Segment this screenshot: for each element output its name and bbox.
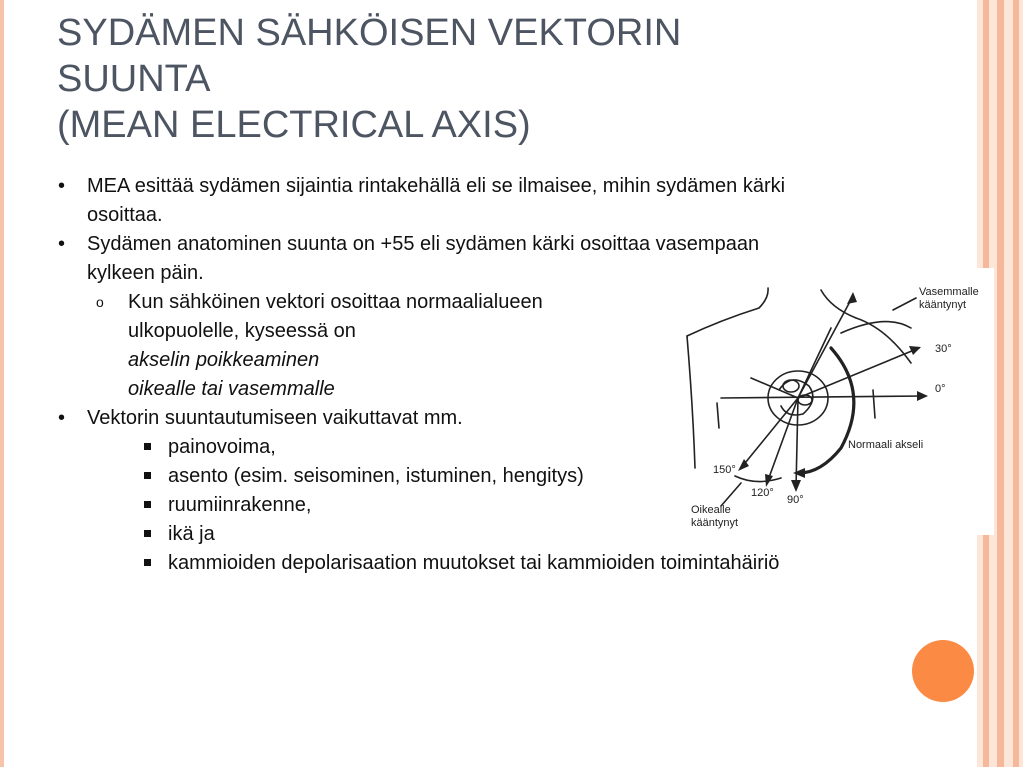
angle-150-label: 150° (713, 464, 736, 476)
axis-0-line (721, 396, 926, 398)
angle-90-label: 90° (787, 494, 804, 506)
title-line-1: SYDÄMEN SÄHKÖISEN VEKTORIN (57, 12, 682, 54)
bullet-item (56, 172, 816, 230)
square-bullet-marker (144, 462, 151, 491)
torso-outline (687, 288, 768, 336)
angle-0-label: 0° (935, 383, 946, 395)
title-line-2: SUUNTA (57, 58, 211, 100)
square-bullet-text: ikä ja (168, 523, 215, 545)
square-bullet-marker (144, 520, 151, 549)
axis-30-line (798, 348, 919, 398)
armpit-line (873, 390, 875, 418)
square-bullet-marker (144, 549, 151, 578)
square-bullet-marker (144, 491, 151, 520)
torso-outline (687, 336, 695, 468)
label-leader-line (721, 483, 741, 506)
angle-120-label: 120° (751, 487, 774, 499)
torso-outline (821, 290, 856, 318)
right-deviation-arc (735, 476, 781, 482)
right-deviation-label: kääntynyt (691, 517, 739, 529)
square-bullet-text: painovoima, (168, 436, 276, 458)
axis-left-deviation-line (798, 296, 853, 398)
left-deviation-label: Vasemmalle (919, 286, 979, 298)
right-deviation-label: Oikealle (691, 504, 731, 516)
arrowhead (793, 468, 805, 478)
axis-diagram-svg (681, 268, 994, 535)
label-leader-line (893, 298, 916, 310)
slide-title (57, 10, 937, 148)
square-bullet-text: ruumiinrakenne, (168, 494, 312, 516)
decorative-circle (912, 640, 974, 702)
angle-30-label: 30° (935, 343, 952, 355)
heart-axis-diagram (681, 268, 994, 535)
left-deviation-label: kääntynyt (919, 299, 967, 311)
title-line-3: (MEAN ELECTRICAL AXIS) (57, 104, 531, 146)
bullet-text: MEA esittää sydämen sijaintia rintakehällä eli se ilmaisee, mihin sydämen kärki osoittaa. (87, 175, 786, 226)
bullet-text: Sydämen anatominen suunta on +55 eli sydämen kärki osoittaa vasempaan kylkeen päin. (87, 233, 760, 284)
square-bullet-text: kammioiden depolarisaation muutokset tai kammioiden toimintahäiriö (168, 552, 780, 574)
arrowhead (917, 391, 928, 401)
sub-bullet-italic-line: oikealle tai vasemmalle (128, 378, 335, 400)
sub-bullet-marker: o (96, 294, 104, 310)
arrowhead (791, 480, 801, 492)
sub-bullet-line: Kun sähköinen vektori osoittaa normaalialueen (128, 291, 543, 313)
square-bullet-text: asento (esim. seisominen, istuminen, hengitys) (168, 465, 584, 487)
sub-bullet-italic-line: akselin poikkeaminen (128, 349, 320, 371)
arrowhead (847, 292, 857, 304)
sub-bullet-line: ulkopuolelle, kyseessä on (128, 320, 356, 342)
heart-chamber (783, 380, 799, 392)
bullet-text: Vektorin suuntautumiseen vaikuttavat mm. (87, 407, 463, 429)
bullet-marker: • (58, 407, 66, 429)
square-bullet-item (56, 549, 816, 578)
bullet-marker: • (58, 233, 66, 255)
bullet-marker: • (58, 175, 66, 197)
arrowhead (909, 346, 921, 355)
square-bullet-marker (144, 433, 151, 462)
normal-axis-label: Normaali akseli (848, 439, 924, 451)
page-border (0, 0, 4, 767)
armpit-line (717, 403, 719, 428)
